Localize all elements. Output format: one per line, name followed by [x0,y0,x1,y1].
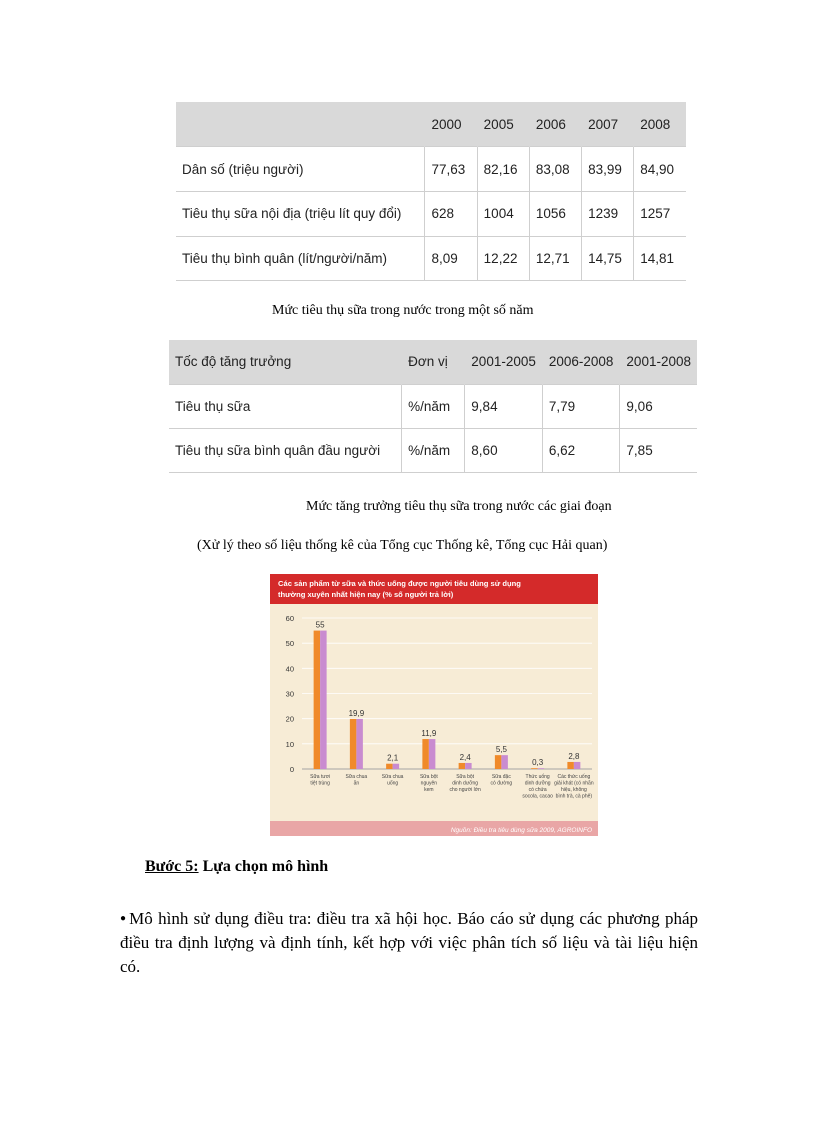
x-category-line: Thức uống [525,774,550,780]
bar-right-half [465,763,472,769]
bar-left-half [531,768,538,769]
table-row [176,147,686,192]
table-row [169,384,697,428]
table-cell: 84,90 [634,147,686,192]
bar [314,631,327,769]
table-header-cell: 2006-2008 [542,340,620,384]
bar-right-half [501,755,508,769]
table-row [176,236,686,281]
x-category-line: Các thức uống [557,774,591,780]
x-category-line: có chứa [528,787,547,793]
y-tick-label: 50 [285,639,294,649]
chart-title-line: thường xuyên nhất hiện nay (% số người trả lời) [278,590,454,599]
table-cell: Tiêu thụ sữa nội địa (triệu lít quy đổi) [176,191,425,236]
growth-rate-table [169,340,697,473]
bar-left-half [386,764,393,769]
table-header-cell: Đơn vị [402,340,465,384]
x-category-line: dinh dưỡng [524,780,551,787]
table-header-cell: 2001-2005 [465,340,543,384]
x-category-line: Sữa bột [419,774,438,780]
data-source-note: (Xử lý theo số liệu thống kê của Tổng cục Thống kê, Tổng cục Hải quan) [197,538,608,553]
table-cell: 1239 [582,191,634,236]
x-category-line: Sữa bột [456,774,475,780]
method-paragraph [120,907,698,979]
table-cell: 8,60 [465,429,543,473]
y-tick-label: 20 [285,714,294,724]
bar [350,719,363,769]
table-cell: 8,09 [425,236,477,281]
bullet-icon: ● [120,913,128,924]
table-cell: 14,81 [634,236,686,281]
table-cell: Dân số (triệu người) [176,147,425,192]
table-cell: 7,79 [542,384,620,428]
chart-title-line: Các sản phẩm từ sữa và thức uống được người tiêu dùng sử dụng [278,579,521,588]
bar-left-half [459,763,466,769]
x-category-line: Sữa chua [381,774,404,780]
y-tick-label: 10 [285,739,294,749]
bar-right-half [393,764,400,769]
dairy-products-bar-chart [270,574,598,836]
bar [386,764,399,769]
bar-right-half [320,631,327,769]
chart-source: Nguồn: Điều tra tiêu dùng sữa 2009, AGROINFO [450,827,592,834]
table-header-cell: 2006 [529,102,581,147]
bar [422,739,435,769]
table-cell: 14,75 [582,236,634,281]
population-consumption-table [176,102,686,281]
bar-right-half [574,762,581,769]
x-category-label [310,774,330,787]
table-cell: 9,06 [620,384,697,428]
table-header-cell [176,102,425,147]
section-heading [145,858,328,876]
table-header-cell: 2000 [425,102,477,147]
table-cell: 9,84 [465,384,543,428]
table-cell: Tiêu thụ sữa [169,384,402,428]
x-category-label [491,774,513,787]
bar-value-label: 2,1 [387,753,399,763]
step-label: Bước 5: [145,858,199,875]
table-header-cell: 2001-2008 [620,340,697,384]
bar-left-half [567,762,574,769]
bar-right-half [538,768,545,769]
table-header-row [176,102,686,147]
table-header-cell: 2005 [477,102,529,147]
bar [459,763,472,769]
step-title: Lựa chọn mô hình [198,858,329,875]
bar-value-label: 2,8 [568,751,580,761]
table-cell: 82,16 [477,147,529,192]
bar [567,762,580,769]
y-tick-label: 60 [285,614,294,623]
bar-value-label: 11,9 [421,729,437,739]
y-tick-label: 30 [285,689,294,699]
bar [495,755,508,769]
table-cell: 83,08 [529,147,581,192]
table-cell: Tiêu thụ sữa bình quân đầu người [169,429,402,473]
table1-caption: Mức tiêu thụ sữa trong nước trong một số năm [272,303,534,318]
x-category-line: bình trà, cà phê) [555,793,593,800]
bar [531,768,544,769]
bar-value-label: 2,4 [459,752,471,762]
bar-left-half [495,755,502,769]
x-category-line: dinh dưỡng [452,780,479,787]
x-category-line: hiệu, không [560,787,587,793]
x-category-line: Sữa tươi [310,774,331,780]
y-tick-label: 40 [285,664,294,674]
table-header-cell: Tốc độ tăng trưởng [169,340,402,384]
x-category-line: tiệt trùng [310,780,330,787]
table2-caption: Mức tăng trưởng tiêu thụ sữa trong nước các giai đoạn [306,499,612,514]
bar-right-half [356,719,363,769]
table-header-cell: 2008 [634,102,686,147]
table-header-row [169,340,697,384]
x-category-line: cho người lớn [449,787,481,793]
table-cell: Tiêu thụ bình quân (lít/người/năm) [176,236,425,281]
x-category-line: ăn [353,780,360,787]
table-cell: %/năm [402,384,465,428]
x-category-line: giải khát (có nhãn [554,780,594,787]
x-category-line: socola, cacao [522,793,553,800]
table-cell: 77,63 [425,147,477,192]
table-cell: 1257 [634,191,686,236]
table-row [176,191,686,236]
table-cell: 12,71 [529,236,581,281]
bar-left-half [422,739,429,769]
table-cell: 12,22 [477,236,529,281]
bar-left-half [314,631,321,769]
x-category-line: kem [424,787,434,793]
bar-value-label: 0,3 [532,758,544,768]
table-row [169,429,697,473]
table-header-cell: 2007 [582,102,634,147]
table-cell: 1004 [477,191,529,236]
y-tick-label: 0 [289,765,294,774]
x-category-line: Sữa chua [345,774,368,780]
x-category-line: có đường [490,780,513,787]
x-category-line: Sữa đặc [491,774,511,780]
table-cell: 628 [425,191,477,236]
x-category-line: nguyên [420,780,438,787]
x-category-line: uống [387,780,399,787]
bar-left-half [350,719,357,769]
table-cell: 1056 [529,191,581,236]
paragraph-text: Mô hình sử dụng điều tra: điều tra xã hội học. Báo cáo sử dụng các phương pháp điều tra định lượng và định tính, kết hợp với việc phân tích số liệu và tài liệu hiện có. [120,909,698,976]
bar-value-label: 19,9 [348,708,365,718]
table-cell: %/năm [402,429,465,473]
bar-right-half [429,739,436,769]
table-cell: 7,85 [620,429,697,473]
table-cell: 83,99 [582,147,634,192]
bar-value-label: 5,5 [495,745,507,755]
bar-value-label: 55 [315,620,325,630]
table-cell: 6,62 [542,429,620,473]
